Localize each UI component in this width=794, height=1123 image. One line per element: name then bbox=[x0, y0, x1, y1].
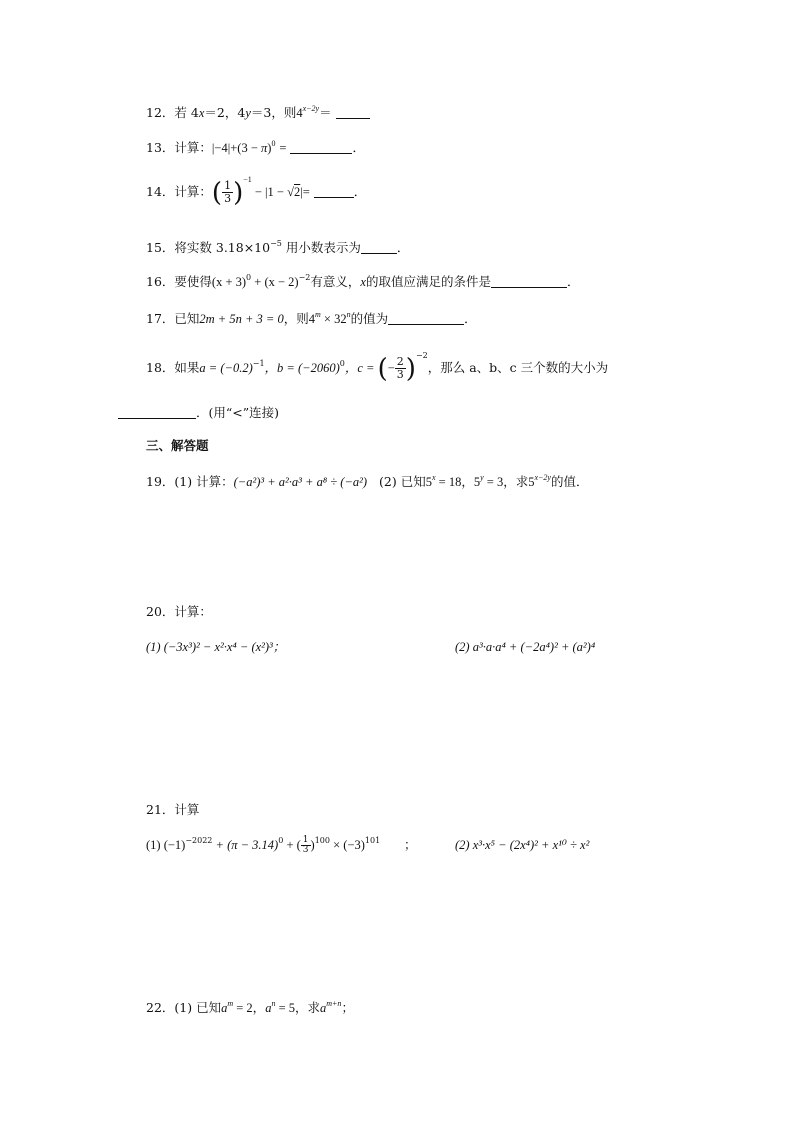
question-16: 16．要使得$(x + 3)^0 + (x - 2)^{-2}$有意义，x的取值应满足的条件是 ． bbox=[146, 273, 580, 289]
answer-blank[interactable] bbox=[118, 406, 196, 419]
fraction: $\frac{1}{3}$ bbox=[224, 179, 232, 205]
answer-blank[interactable] bbox=[336, 106, 370, 119]
answer-blank[interactable] bbox=[388, 312, 464, 325]
question-12: 12．若 4x＝2，4y＝3，则$4^{x-2y}=$ bbox=[146, 104, 370, 122]
answer-blank[interactable] bbox=[290, 141, 352, 154]
question-15: 15．将实数 $3.18\times 10^{-5}$ 用小数表示为 ． bbox=[146, 239, 410, 255]
question-20: 20．计算： bbox=[146, 604, 212, 619]
question-21-part-2: (2) x³·x⁵ − (2x⁴)² + x¹⁰ ÷ x² bbox=[455, 838, 590, 852]
answer-blank[interactable] bbox=[361, 241, 397, 254]
question-22: 22．(1) 已知$a^m = 2$，$a^n = 5$，求$a^{m+n}$； bbox=[146, 999, 354, 1015]
question-21-part-1: (1) $(-1)^{-2022} + (\pi - 3.14)^0$ + ( $\frac{1}{3}$ )$^{100} \times (-3)^{101}$ ； bbox=[146, 835, 417, 855]
fraction: $\frac{2}{3}$ bbox=[396, 355, 404, 381]
fraction: $\frac{1}{3}$ bbox=[302, 835, 309, 855]
question-18: 18．如果$a = (-0.2)^{-1}$，$b = (-2060)^0$，c = (− $\frac{2}{3}$ )$^{-2}$，那么 a、b、c 三个数的大小为 bbox=[146, 351, 609, 384]
question-18-line2: ．(用“<”连接) bbox=[118, 404, 279, 422]
question-13: 13．计算：$|-4|+(3 - \pi)^0$ = ． bbox=[146, 139, 365, 155]
question-21: 21．计算 bbox=[146, 802, 200, 817]
question-17: 17．已知2m + 5n + 3 = 0，则$4^m \times 32^n$的值为 ． bbox=[146, 310, 477, 326]
question-14: 14．计算：( $\frac{1}{3}$ )$^{-1}$ − |1 − √2|= ． bbox=[146, 175, 367, 208]
question-20-part-1: (1) (−3x³)² − x²·x⁴ − (x²)³； bbox=[146, 640, 286, 654]
answer-blank[interactable] bbox=[491, 275, 567, 288]
question-20-part-2: (2) a³·a·a⁴ + (−2a⁴)² + (a²)⁴ bbox=[455, 640, 596, 654]
section-heading: 三、解答题 bbox=[146, 438, 209, 453]
question-19: 19．(1) 计算：(−a²)³ + a²·a³ + a⁸ ÷ (−a²) (2) 已知$5^x = 18$，$5^y = 3$，求$5^{x-2y}$的值． bbox=[146, 473, 589, 489]
answer-blank[interactable] bbox=[314, 185, 354, 198]
